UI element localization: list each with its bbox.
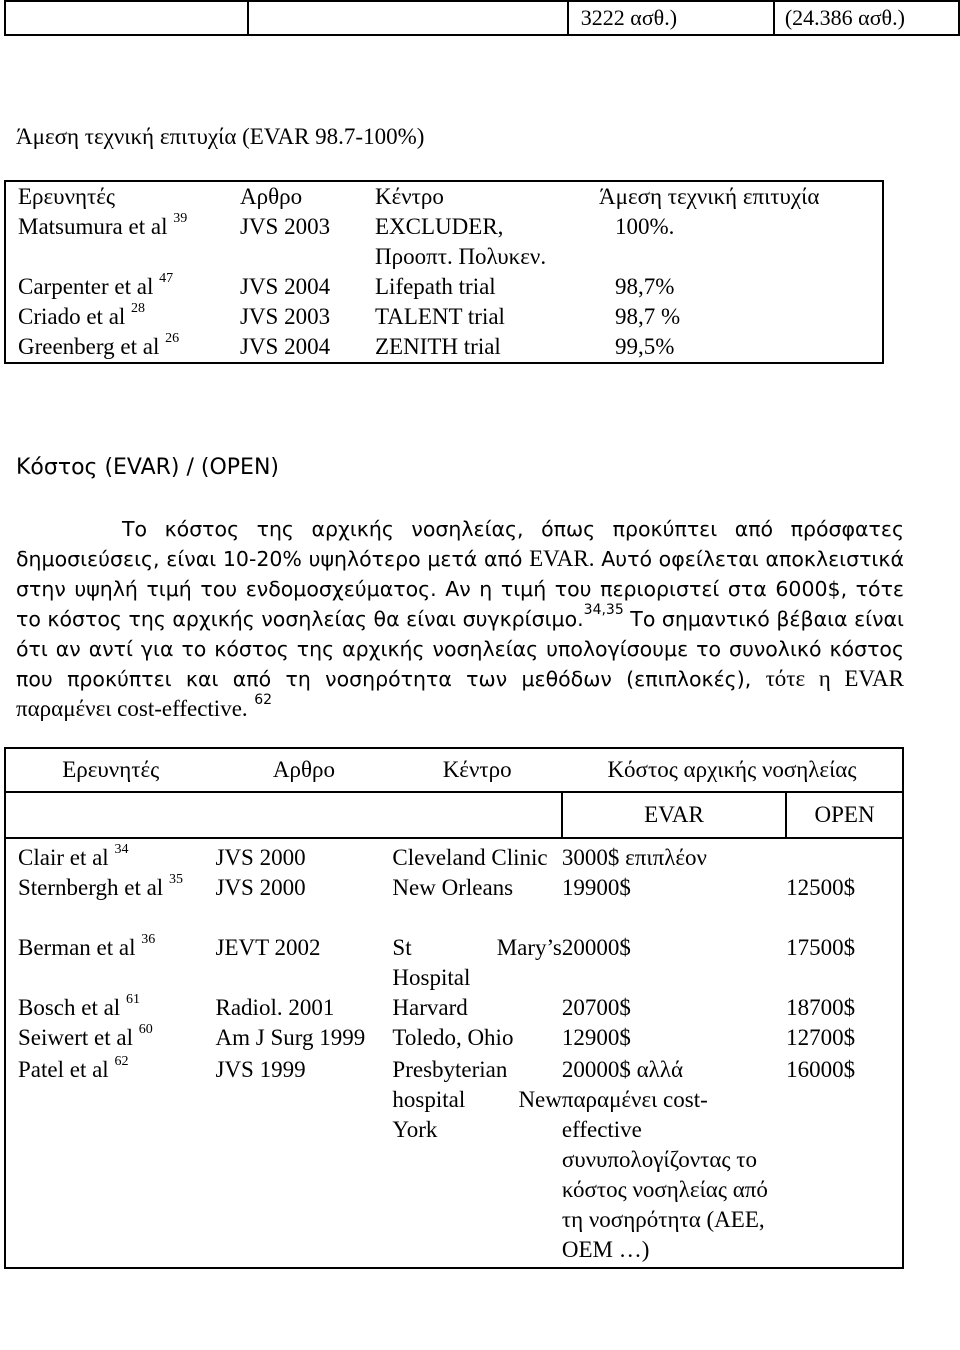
author-cell: Carpenter et al $^{47}$: [18, 271, 174, 299]
author-cell: Bosch et al $^{61}$: [18, 992, 140, 1020]
table-row: [5, 212, 883, 272]
table-row: [5, 332, 883, 363]
header-article: Αρθρο: [240, 184, 303, 209]
reference-number: 26: [165, 331, 180, 346]
article-cell: JVS 2004: [240, 274, 331, 299]
article-cell: JVS 1999: [215, 1057, 306, 1082]
author-cell: Seiwert et al $^{60}$: [18, 1022, 153, 1050]
table-row: [5, 272, 883, 302]
article-cell: JEVT 2002: [215, 935, 321, 960]
evar-cost-cell: 3000$ επιπλέον: [561, 845, 707, 870]
article-cell: JVS 2003: [240, 214, 331, 239]
table-cell: (24.386 ασθ.): [774, 1, 959, 35]
open-cost-cell: 18700$: [786, 995, 856, 1020]
section-title-cost: Κόστος (EVAR) / (OPEN): [16, 455, 279, 480]
center-cell: Harvard: [392, 995, 468, 1020]
reference-number: 62: [254, 692, 273, 708]
evar-cost-cell: 19900$: [561, 875, 631, 900]
open-cost-cell: 17500$: [786, 935, 856, 960]
open-cost-cell: 12700$: [786, 1025, 856, 1050]
center-cell: Presbyterian hospital New York: [392, 1057, 562, 1142]
reference-number: 47: [159, 271, 174, 286]
table-subheader-row: [5, 792, 903, 838]
table-cell: 3222 ασθ.): [568, 1, 774, 35]
open-cost-cell: 16000$: [786, 1057, 856, 1082]
header-success: Άμεση τεχνική επιτυχία: [599, 184, 820, 209]
author-cell: Berman et al $^{36}$: [18, 932, 156, 960]
article-cell: Am J Surg 1999: [215, 1025, 366, 1050]
reference-number: 35: [168, 872, 183, 887]
center-cell: St Mary’s Hospital: [392, 935, 562, 990]
success-cell: 100%.: [615, 214, 675, 239]
section-title-success: Άμεση τεχνική επιτυχία (EVAR 98.7-100%): [16, 124, 425, 149]
success-cell: 99,5%: [615, 334, 675, 359]
table-cell: [248, 1, 567, 35]
header-researchers: Ερευνητές: [5, 748, 216, 792]
open-cost-cell: 12500$: [786, 875, 856, 900]
reference-number: 60: [138, 1022, 153, 1037]
center-cell: New Orleans: [392, 875, 514, 900]
author-cell: Criado et al $^{28}$: [18, 301, 146, 329]
evar-cost-cell: 20000$: [561, 935, 631, 960]
evar-cost-cell: 12900$: [561, 1025, 631, 1050]
article-cell: JVS 2000: [215, 845, 306, 870]
table-row: [5, 873, 903, 933]
reference-number: 61: [125, 992, 140, 1007]
author-cell: Patel et al $^{62}$: [18, 1054, 129, 1082]
subheader-evar: EVAR: [562, 792, 786, 838]
table-row: [5, 933, 903, 993]
cost-paragraph: Το κόστος της αρχικής νοσηλείας, όπως προκύπτει από πρόσφατες δημοσιεύσεις, είναι 10-20% υψηλότερο μετά από EVAR. Αυτό οφείλεται αποκλειστικά στην υψηλή τιμή του ενδομοσχεύματος. Αν η τιμή του περιοριστεί στα 6000$, τότε το κόστος της αρχικής νοσηλείας θα είναι συγκρίσιμο.$^{34,35}$ Το σημαντικό βέβαια είναι ότι αν αντί για το κόστος της αρχικής νοσηλείας υπολογίσουμε το συνολικό κόστος που προκύπτει και από τη νοσηρότητα των μεθόδων (επιπλοκές), τότε η EVAR παραμένει cost-effective. $^{62}$: [16, 517, 904, 721]
table-cell: [5, 1, 248, 35]
evar-cost-cell: 20700$: [561, 995, 631, 1020]
article-cell: Radiol. 2001: [215, 995, 335, 1020]
author-cell: Greenberg et al $^{26}$: [18, 331, 180, 359]
reference-number: 39: [173, 211, 188, 226]
reference-number: 28: [131, 301, 146, 316]
header-cost: Κόστος αρχικής νοσηλείας: [562, 748, 903, 792]
table-header-row: [5, 748, 903, 792]
center-cell: TALENT trial: [375, 304, 505, 329]
subheader-open: OPEN: [786, 792, 903, 838]
evar-cost-cell: 20000$ αλλά παραμένει cost-effective συνυπολογίζοντας το κόστος νοσηλείας από τη νοσηρότητα (ΑΕΕ, ΟΕΜ …): [561, 1057, 768, 1262]
center-cell: Lifepath trial: [375, 274, 496, 299]
table-header-row: [5, 181, 883, 212]
continuation-table: [4, 0, 960, 36]
table-row: [5, 302, 883, 332]
table-row: [5, 1, 959, 35]
article-cell: JVS 2000: [215, 875, 306, 900]
success-cell: 98,7%: [615, 274, 675, 299]
center-cell: Cleveland Clinic: [392, 845, 548, 870]
header-center: Κέντρο: [375, 184, 444, 209]
reference-number: 34,35: [583, 602, 624, 618]
article-cell: JVS 2004: [240, 334, 331, 359]
table-row: [5, 1053, 903, 1268]
article-cell: JVS 2003: [240, 304, 331, 329]
center-cell: EXCLUDER, Προοπτ. Πολυκεν.: [375, 214, 547, 269]
center-cell: Toledo, Ohio: [392, 1025, 514, 1050]
header-article: Αρθρο: [216, 748, 393, 792]
success-table: [4, 180, 884, 364]
reference-number: 62: [114, 1054, 129, 1069]
table-row: [5, 1023, 903, 1053]
center-cell: ZENITH trial: [375, 334, 501, 359]
table-row: [5, 838, 903, 873]
header-researchers: Ερευνητές: [18, 184, 116, 209]
reference-number: 34: [114, 842, 129, 857]
author-cell: Sternbergh et al $^{35}$: [18, 872, 183, 900]
reference-number: 36: [141, 932, 156, 947]
table-row: [5, 993, 903, 1023]
author-cell: Matsumura et al $^{39}$: [18, 211, 188, 239]
success-cell: 98,7 %: [615, 304, 681, 329]
author-cell: Clair et al $^{34}$: [18, 842, 129, 870]
header-center: Κέντρο: [392, 748, 561, 792]
cost-table: [4, 747, 904, 1269]
